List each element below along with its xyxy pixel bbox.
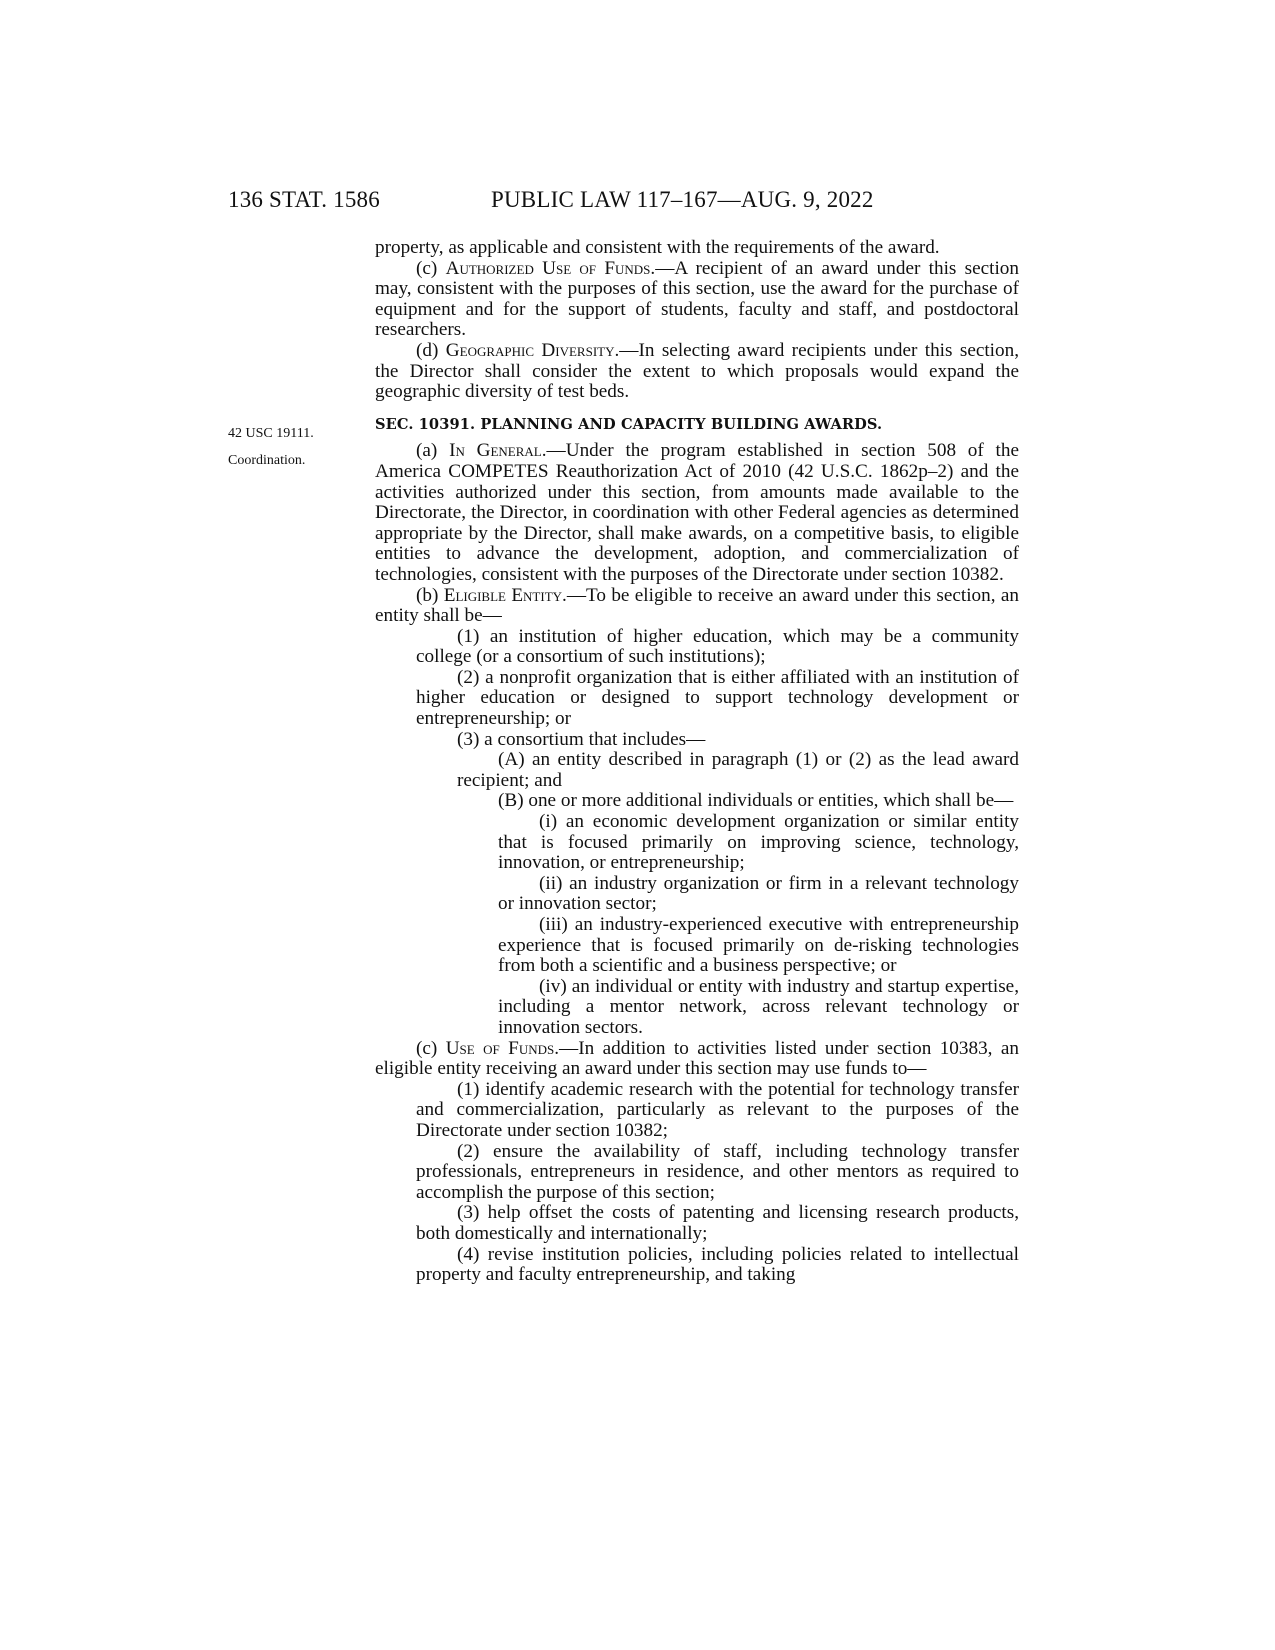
paragraph-c2: (2) ensure the availability of staff, including technology transfer professionals, entrepreneurs in residence, and other mentors as required to accomplish the purpose of this section;: [416, 1140, 1019, 1203]
clause-b3Biii: (iii) an industry-experienced executive with entrepreneurship experience that is focused primarily on de-risking technologies from both a scientific and a business perspective; or: [498, 914, 1019, 977]
subsection-b-eligible-entity: (b) Eligible Entity.—To be eligible to receive an award under this section, an entity shall be—: [375, 584, 1019, 627]
paragraph-c4: (4) revise institution policies, including policies related to intellectual property and faculty entrepreneurship, and taking: [416, 1243, 1019, 1286]
paragraph-b1: (1) an institution of higher education, which may be a community college (or a consortium of such institutions);: [416, 625, 1019, 668]
subparagraph-b3A: (A) an entity described in paragraph (1) or (2) as the lead award recipient; and: [457, 749, 1019, 791]
subsection-a-in-general: (a) In General.—Under the program established in section 508 of the America COMPETES Reauthorization Act of 2010 (42 U.S.C. 1862p–2) and the activities authorized under this section, from amounts made available to the Directorate, the Director, in coordination with other Federal agencies as determined appropriate by the Director, shall make awards, on a competitive basis, to eligible entities to advance the development, adoption, and commercialization of technologies, consistent with the purposes of the Directorate under section 10382.: [375, 440, 1020, 585]
clause-b3Bi: (i) an economic development organization or similar entity that is focused primarily on improving science, technology, innovation, or entrepreneurship;: [498, 811, 1019, 874]
clause-b3Biv: (iv) an individual or entity with industry and startup expertise, including a mentor network, across relevant technology or innovation sectors.: [498, 975, 1019, 1038]
paragraph-c3: (3) help offset the costs of patenting and licensing research products, both domestically and internationally;: [416, 1202, 1019, 1244]
subsection-d-geographic-diversity: (d) Geographic Diversity.—In selecting award recipients under this section, the Director shall consider the extent to which proposals would expand the geographic diversity of test beds.: [375, 339, 1019, 403]
paragraph-b3: (3) a consortium that includes—: [457, 728, 706, 750]
document-body: [375, 238, 1019, 1286]
clause-b3Bii: (ii) an industry organization or firm in a relevant technology or innovation sector;: [498, 872, 1019, 915]
subsection-c-use-of-funds: (c) Use of Funds.—In addition to activities listed under section 10383, an eligible entity receiving an award under this section may use funds to—: [375, 1037, 1019, 1080]
running-header-title: PUBLIC LAW 117–167—AUG. 9, 2022: [491, 187, 874, 212]
stat-reference: 136 STAT. 1586: [228, 187, 380, 212]
usc-citation-note: 42 USC 19111.: [228, 426, 314, 441]
continued-paragraph: property, as applicable and consistent with the requirements of the award.: [375, 237, 940, 258]
subsection-c-authorized-use: (c) Authorized Use of Funds.—A recipient of an award under this section may, consistent with the purposes of this section, use the award for the purchase of equipment and for the support of students, faculty and staff, and postdoctoral researchers.: [375, 257, 1019, 341]
paragraph-c1: (1) identify academic research with the potential for technology transfer and commercialization, particularly as relevant to the purposes of the Directorate under section 10382;: [416, 1078, 1019, 1141]
section-heading: SEC. 10391. PLANNING AND CAPACITY BUILDING AWARDS.: [375, 415, 883, 433]
paragraph-b2: (2) a nonprofit organization that is either affiliated with an institution of higher education or designed to support technology development or entrepreneurship; or: [416, 666, 1019, 730]
coordination-note: Coordination.: [228, 453, 306, 468]
subparagraph-b3B: (B) one or more additional individuals or entities, which shall be—: [498, 790, 1014, 812]
